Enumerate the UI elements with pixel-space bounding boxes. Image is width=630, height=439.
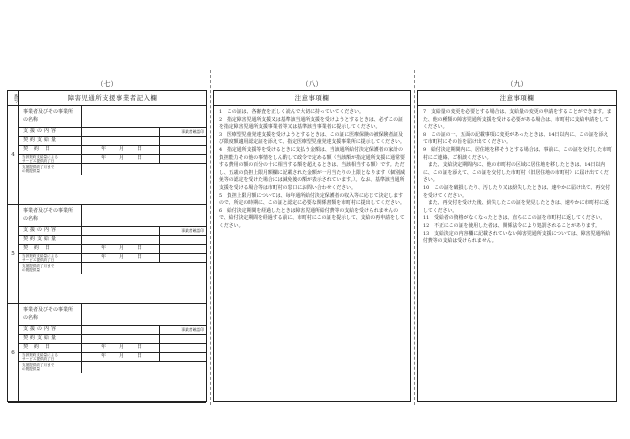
year-label: 年 bbox=[101, 254, 107, 260]
service-end-label-line2: サービス提供終了日 bbox=[22, 258, 55, 262]
contract-date-label: 契約日 bbox=[23, 146, 57, 152]
remaining-amount-label bbox=[22, 165, 54, 173]
year-label: 年 bbox=[101, 353, 107, 359]
day-label: 日 bbox=[137, 245, 143, 251]
service-end-label bbox=[22, 155, 58, 163]
remaining-amount-row bbox=[19, 361, 206, 373]
certificate-spread bbox=[7, 70, 626, 405]
note-item: 1 この証は、各審査を正しく読んで大切に持っていてください。 bbox=[219, 109, 364, 115]
service-end-date-cell[interactable] bbox=[81, 253, 82, 262]
month-label: 月 bbox=[119, 344, 125, 350]
register-entry bbox=[8, 105, 206, 205]
service-end-date-cell[interactable] bbox=[81, 352, 82, 361]
remaining-amount-row bbox=[19, 262, 206, 274]
register-header bbox=[8, 91, 206, 106]
sheet-label-9: （九） bbox=[506, 80, 528, 88]
remaining-label-line1: 支援提供終了月まで bbox=[22, 264, 55, 268]
provider-name-cell[interactable] bbox=[81, 105, 82, 127]
contract-amount-label: 契約支給量 bbox=[23, 137, 59, 143]
remaining-amount-cell[interactable] bbox=[81, 163, 82, 175]
year-label: 年 bbox=[101, 344, 107, 350]
month-label: 月 bbox=[119, 353, 125, 359]
month-label: 月 bbox=[119, 245, 125, 251]
note-item: 6 給付決定期間を経過したときは障害児通所給付費等の支給を受けられませんので、給付決定期間を経過する前に、市町村にこの証を提示して、支給の再申請をしてください。 bbox=[219, 207, 405, 229]
day-label: 日 bbox=[137, 353, 143, 359]
contract-date-label: 契約日 bbox=[23, 245, 57, 251]
note-item: 11 受給者の資格がなくなったときは、直ちにこの証を市町村に返してください。 bbox=[423, 215, 606, 222]
remaining-label-line2: の既提供量 bbox=[22, 367, 40, 371]
note-item: 13 支給決定の内容欄に記載されていない障害児通所支援については、障害児通所給付費等の支給は受けられません。 bbox=[423, 230, 611, 245]
notes-list-middle bbox=[214, 106, 410, 231]
service-end-label-line2: サービス提供終了日 bbox=[22, 159, 55, 163]
year-label: 年 bbox=[101, 155, 107, 161]
note-item: 7 支給量の変更を必要とする場合は、支給量の変更の申請をすることができます。また、他の種類の障害児通所支援を受ける必要がある場合は、市町村に支給申請をしてください。 bbox=[423, 109, 612, 131]
contract-amount-cell[interactable] bbox=[81, 235, 82, 244]
stamp-space bbox=[159, 154, 160, 163]
stamp-space bbox=[159, 334, 160, 343]
day-label: 日 bbox=[137, 146, 143, 152]
confirm-stamp-label: 事業者確認印 bbox=[181, 327, 204, 332]
stamp-space bbox=[159, 343, 160, 352]
notes-box-right bbox=[417, 90, 617, 402]
service-end-label-line1: 当該契約支給量による bbox=[22, 353, 58, 357]
note-item: 10 この証を破損したり、汚したり又は紛失したときは、速やかに届け出て、再交付を受けてください。 bbox=[423, 184, 611, 199]
remaining-amount-cell[interactable] bbox=[81, 361, 82, 373]
fold-line-left bbox=[210, 70, 211, 405]
note-item: 12 不正にこの証を使用した者は、関係法令により処罰されることがあります。 bbox=[423, 222, 601, 229]
service-end-label bbox=[22, 254, 58, 262]
note-item: 2 指定障害児通所支援又は基準該当通所支援を受けようとするときは、必ずこの証を指定障害児通所支援事業者等又は基準該当事業者に提示してください。 bbox=[219, 116, 404, 131]
register-entry bbox=[8, 303, 206, 403]
number-header: 番号 bbox=[8, 91, 19, 105]
day-label: 日 bbox=[137, 254, 143, 260]
entry-number: 5 bbox=[8, 204, 19, 303]
remaining-amount-cell[interactable] bbox=[81, 262, 82, 274]
provider-name-row bbox=[19, 303, 206, 326]
remaining-label-line2: の既提供量 bbox=[22, 169, 40, 173]
stamp-space bbox=[159, 136, 160, 145]
provider-name-label: 事業者及びその事業所の名称 bbox=[23, 109, 74, 123]
service-end-label bbox=[22, 353, 58, 361]
note-item: 4 指定通所支援等を受けるときに支払う金額は、当該通所給付決定保護者の家計の負担能力その他の事情をしん酌して政令で定める額（当該額が指定通所支援に通常要する費用の額の百分の十に相当する額を超えるときは、当該相当する額）です。ただし、五歳の負担上限月額欄に記載された金額が一月当たりの上限となります（個別減免等の認定を受けた場合には減免後の額が表示されています。）。なお、基準該当通所支援を受ける場合等は市町村の窓口にお問い合わせください。 bbox=[219, 146, 405, 191]
month-label: 月 bbox=[119, 146, 125, 152]
provider-name-cell[interactable] bbox=[81, 204, 82, 226]
service-end-label-line2: サービス提供終了日 bbox=[22, 357, 55, 361]
day-label: 日 bbox=[137, 155, 143, 161]
note-item: また、支給決定期間内に、他の市町村の区域に居住地を移したときは、14日以内に、この証を添えて、この証を交付した市町村（旧居住地の市町村）に届け出てください。 bbox=[423, 162, 609, 184]
entry-number: 6 bbox=[8, 303, 19, 402]
notes-title-right: 注意事項欄 bbox=[418, 91, 616, 106]
confirm-stamp-cell bbox=[159, 325, 207, 334]
note-item: また、再交付を受けた後、紛失したこの証を発見したときは、速やかに市町村に返してください。 bbox=[423, 200, 609, 214]
contract-amount-cell[interactable] bbox=[81, 136, 82, 145]
register-title: 障害児通所支援事業者記入欄 bbox=[67, 94, 158, 102]
contract-amount-label: 契約支給量 bbox=[23, 236, 59, 242]
provider-register-table bbox=[7, 90, 207, 402]
notes-title-middle: 注意事項欄 bbox=[214, 91, 410, 106]
remaining-amount-label bbox=[22, 264, 54, 272]
support-content-label: 支援の内容 bbox=[23, 326, 59, 332]
remaining-label-line2: の既提供量 bbox=[22, 268, 40, 272]
support-content-label: 支援の内容 bbox=[23, 227, 59, 233]
provider-name-row bbox=[19, 204, 206, 227]
note-item: 9 給付決定期間内に、居住地を移そうとする場合は、事前に、この証を交付した市町村にご連絡、ご相談ください。 bbox=[423, 146, 612, 161]
contract-date-cell[interactable] bbox=[81, 244, 82, 253]
stamp-space bbox=[159, 253, 160, 262]
service-end-label-line1: 当該契約支給量による bbox=[22, 155, 58, 159]
remaining-label-line1: 支援提供終了月まで bbox=[22, 363, 55, 367]
provider-name-cell[interactable] bbox=[81, 303, 82, 325]
confirm-stamp-cell bbox=[159, 226, 207, 235]
year-label: 年 bbox=[101, 245, 107, 251]
notes-box-middle bbox=[213, 90, 411, 402]
month-label: 月 bbox=[119, 155, 125, 161]
contract-amount-cell[interactable] bbox=[81, 334, 82, 343]
provider-name-label: 事業者及びその事業所の名称 bbox=[23, 208, 74, 222]
sheet-label-8: （八） bbox=[301, 80, 323, 88]
contract-date-cell[interactable] bbox=[81, 145, 82, 154]
note-item: 5 負担上限月額については、毎年通所給付決定保護者の収入等に応じて決定しますので、所定の時期に、この証と認定に必要な関係書類を市町村に提出してください。 bbox=[219, 192, 405, 207]
stamp-space bbox=[159, 244, 160, 253]
note-item: 8 この証の一、五面の記載事項に変更があったときは、14日以内に、この証を添えて市町村にその旨を届け出てください。 bbox=[423, 131, 609, 146]
service-end-date-cell[interactable] bbox=[81, 154, 82, 163]
support-content-cell[interactable] bbox=[81, 226, 82, 235]
notes-column-middle bbox=[213, 70, 411, 405]
stamp-space bbox=[159, 352, 160, 361]
provider-name-row bbox=[19, 105, 206, 128]
register-column bbox=[7, 70, 207, 405]
notes-column-right bbox=[417, 70, 617, 405]
contract-date-label: 契約日 bbox=[23, 344, 57, 350]
remaining-amount-row bbox=[19, 163, 206, 175]
note-item: 3 医療型児童発達支援を受けようとするときは、この証に医療保険の被保険者証及び限度額適用認定証を添えて、指定医療型児童発達支援事業所に提示してください。 bbox=[219, 131, 405, 146]
entry-number: 4 bbox=[8, 105, 19, 204]
stamp-space bbox=[159, 145, 160, 154]
fold-line-right bbox=[414, 70, 415, 405]
stamp-space bbox=[159, 235, 160, 244]
remaining-label-line1: 支援提供終了月まで bbox=[22, 165, 55, 169]
confirm-stamp-label: 事業者確認印 bbox=[181, 228, 204, 233]
month-label: 月 bbox=[119, 254, 125, 260]
support-content-cell[interactable] bbox=[81, 325, 82, 334]
notes-list-right bbox=[418, 106, 616, 246]
contract-date-cell[interactable] bbox=[81, 343, 82, 352]
provider-name-label: 事業者及びその事業所の名称 bbox=[23, 307, 74, 321]
confirm-stamp-label: 事業者確認印 bbox=[181, 129, 204, 134]
day-label: 日 bbox=[137, 344, 143, 350]
year-label: 年 bbox=[101, 146, 107, 152]
confirm-stamp-cell bbox=[159, 127, 207, 136]
register-entry bbox=[8, 204, 206, 304]
contract-amount-label: 契約支給量 bbox=[23, 335, 59, 341]
support-content-cell[interactable] bbox=[81, 127, 82, 136]
sheet-label-7: （七） bbox=[96, 80, 118, 88]
service-end-label-line1: 当該契約支給量による bbox=[22, 254, 58, 258]
support-content-label: 支援の内容 bbox=[23, 128, 59, 134]
remaining-amount-label bbox=[22, 363, 54, 371]
